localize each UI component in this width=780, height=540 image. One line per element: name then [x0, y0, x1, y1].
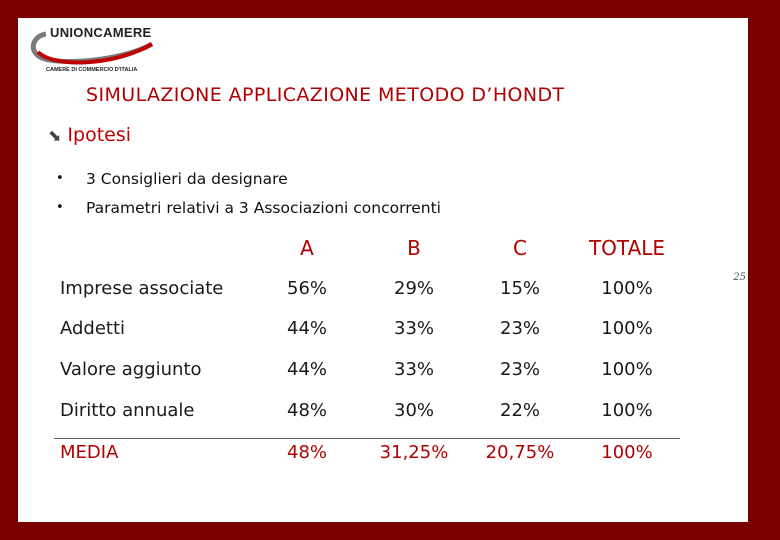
logo-subtitle: CAMERE DI COMMERCIO D'ITALIA: [46, 67, 138, 73]
subhead-text: Ipotesi: [67, 124, 132, 146]
row-label: Imprese associate: [60, 278, 224, 299]
bullet-text: Parametri relativi a 3 Associazioni concorrenti: [86, 198, 441, 217]
cell-a: 56%: [286, 278, 328, 299]
slide-title: SIMULAZIONE APPLICAZIONE METODO D’HONDT: [86, 84, 565, 106]
table-divider: [54, 438, 680, 439]
page-number: 25: [733, 272, 746, 283]
row-label: Diritto annuale: [60, 400, 195, 421]
cell-a: 44%: [286, 318, 328, 339]
cell-a: 44%: [286, 359, 328, 380]
bullet-icon: •: [56, 200, 64, 215]
cell-c: 23%: [499, 359, 541, 380]
cell-a: 48%: [286, 400, 328, 421]
column-header-a: A: [300, 236, 314, 260]
unioncamere-logo: [24, 22, 164, 84]
cell-b: 33%: [393, 359, 435, 380]
cell-b: 33%: [393, 318, 435, 339]
cell-a: 48%: [286, 442, 328, 463]
column-header-totale: TOTALE: [588, 236, 666, 260]
cell-c: 20,75%: [485, 442, 555, 463]
cell-b: 31,25%: [379, 442, 449, 463]
cell-b: 29%: [393, 278, 435, 299]
column-header-b: B: [407, 236, 421, 260]
cell-totale: 100%: [601, 278, 653, 299]
arrow-icon: ⬊: [48, 125, 62, 145]
list-item: [56, 164, 441, 193]
bullet-icon: •: [56, 171, 64, 186]
cell-c: 15%: [499, 278, 541, 299]
row-label: Valore aggiunto: [60, 359, 202, 380]
row-label: Addetti: [60, 318, 126, 339]
cell-c: 23%: [499, 318, 541, 339]
list-item: [56, 193, 441, 222]
column-header-c: C: [513, 236, 527, 260]
cell-totale: 100%: [601, 442, 653, 463]
slide: [18, 18, 748, 522]
subhead: [48, 124, 131, 146]
logo-name: UNIONCAMERE: [50, 25, 152, 40]
cell-totale: 100%: [601, 318, 653, 339]
row-label: MEDIA: [60, 442, 119, 463]
cell-totale: 100%: [601, 400, 653, 421]
cell-b: 30%: [393, 400, 435, 421]
cell-c: 22%: [499, 400, 541, 421]
bullet-text: 3 Consiglieri da designare: [86, 169, 288, 188]
bullet-list: [56, 164, 441, 222]
cell-totale: 100%: [601, 359, 653, 380]
